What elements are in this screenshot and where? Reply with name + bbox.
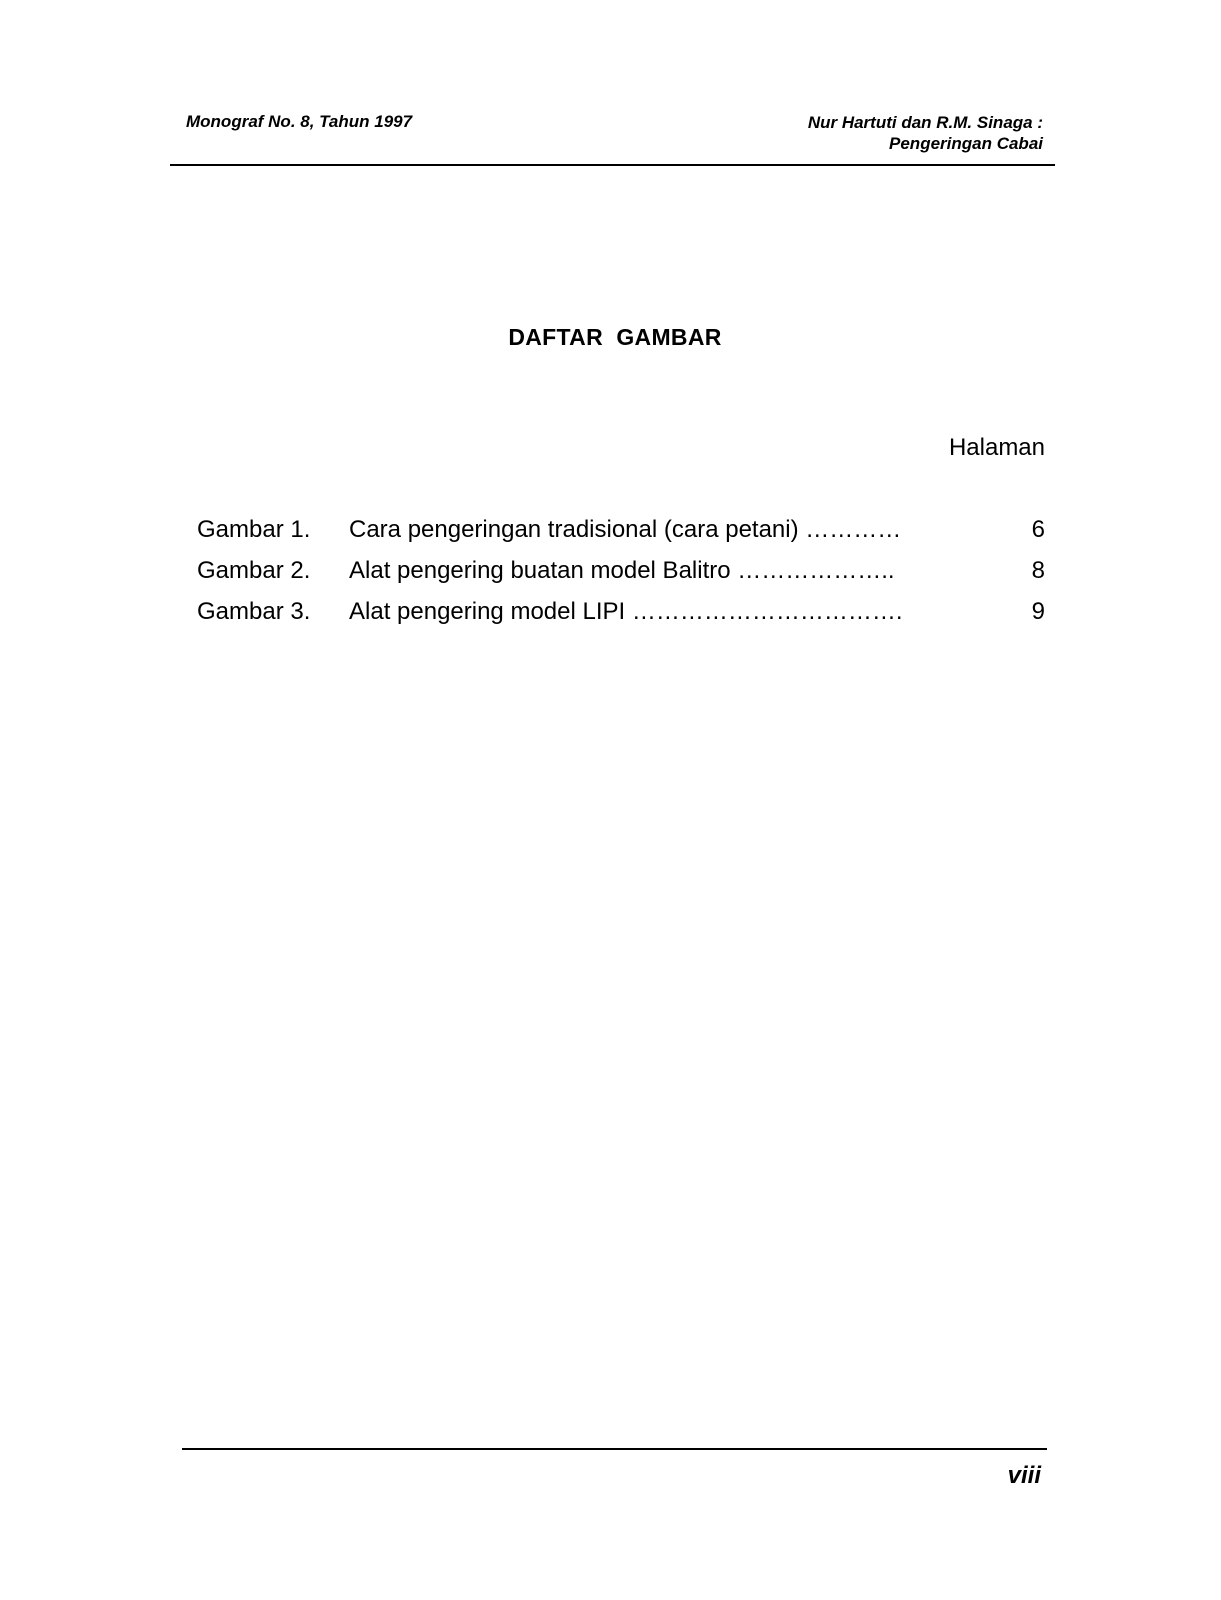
page-number: viii — [1007, 1462, 1041, 1489]
figure-entry-3 — [197, 597, 1045, 638]
page-title: DAFTAR GAMBAR — [508, 324, 722, 350]
figure-page-number: 9 — [1031, 598, 1045, 625]
header-divider — [170, 164, 1055, 166]
footer-divider — [182, 1448, 1047, 1450]
figure-entry-1 — [197, 515, 1045, 556]
figure-label: Gambar 1. — [197, 516, 311, 543]
header-subject: Pengeringan Cabai — [889, 134, 1043, 153]
figure-page-number: 8 — [1031, 557, 1045, 584]
header-authors: Nur Hartuti dan R.M. Sinaga : — [807, 113, 1043, 132]
figure-page-number: 6 — [1031, 516, 1045, 543]
running-header-right — [808, 112, 1043, 154]
figure-label: Gambar 2. — [197, 557, 311, 584]
page-column-label: Halaman — [948, 434, 1045, 461]
running-header-left: Monograf No. 8, Tahun 1997 — [186, 112, 413, 131]
figure-caption: Alat pengering buatan model Balitro ……………….. — [349, 557, 895, 584]
figure-entry-2 — [197, 556, 1045, 597]
figure-caption: Cara pengeringan tradisional (cara petani) ………… — [349, 516, 902, 543]
figure-list — [197, 515, 1045, 638]
figure-caption: Alat pengering model LIPI ……………………………. — [349, 598, 903, 625]
figure-label: Gambar 3. — [197, 598, 311, 625]
